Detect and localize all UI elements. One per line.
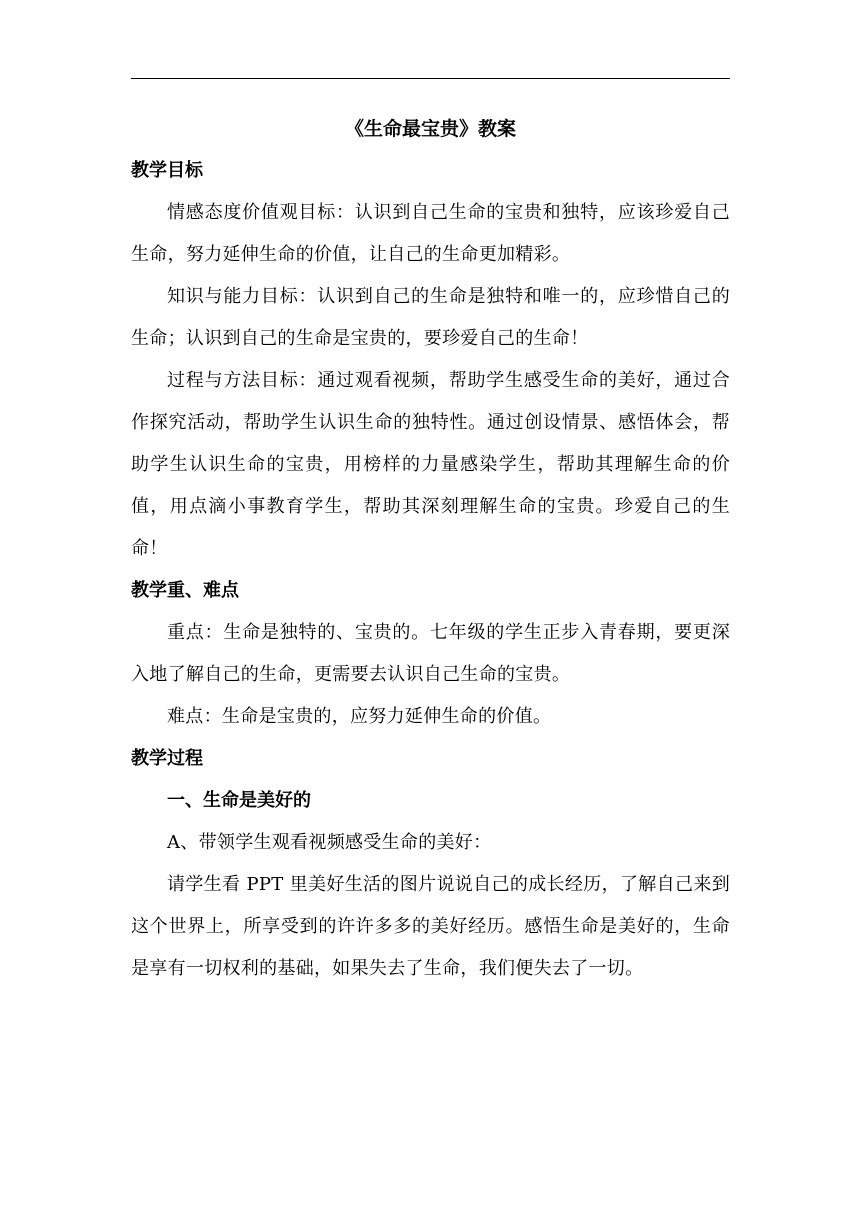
paragraph-process-goal: 过程与方法目标：通过观看视频，帮助学生感受生命的美好，通过合作探究活动，帮助学生认识生命的独特性。通过创设情景、感悟体会，帮助学生认识生命的宝贵，用榜样的力量感染学生，帮助其理解生命的价值，用点滴小事教育学生，帮助其深刻理解生命的宝贵。珍爱自己的生命！: [131, 370, 730, 559]
paragraph-emotion-goal: 情感态度价值观目标：认识到自己生命的宝贵和独特，应该珍爱自己生命，努力延伸生命的价值，让自己的生命更加精彩。: [131, 202, 730, 265]
paragraph-ppt-activity: 请学生看 PPT 里美好生活的图片说说自己的成长经历，了解自己来到这个世界上，所享受到的许许多多的美好经历。感悟生命是美好的，生命是享有一切权利的基础，如果失去了生命，我们便失去了一切。: [131, 874, 730, 979]
paragraph-difficult-point: 难点：生命是宝贵的，应努力延伸生命的价值。: [167, 706, 552, 727]
document-title: 《生命最宝贵》教案: [344, 118, 516, 140]
section-heading-process: 教学过程: [131, 748, 203, 769]
subheading-life-is-beautiful: 一、生命是美好的: [167, 790, 311, 811]
section-heading-key-points: 教学重、难点: [131, 580, 239, 601]
paragraph-video-activity: A、带领学生观看视频感受生命的美好：: [167, 832, 492, 853]
document-body: [131, 108, 730, 990]
header-rule: [131, 78, 730, 79]
paragraph-key-point: 重点：生命是独特的、宝贵的。七年级的学生正步入青春期，要更深入地了解自己的生命，更需要去认识自己生命的宝贵。: [131, 622, 730, 685]
paragraph-knowledge-goal: 知识与能力目标：认识到自己的生命是独特和唯一的，应珍惜自己的生命；认识到自己的生命是宝贵的，要珍爱自己的生命！: [131, 286, 730, 349]
section-heading-objectives: 教学目标: [131, 160, 203, 181]
